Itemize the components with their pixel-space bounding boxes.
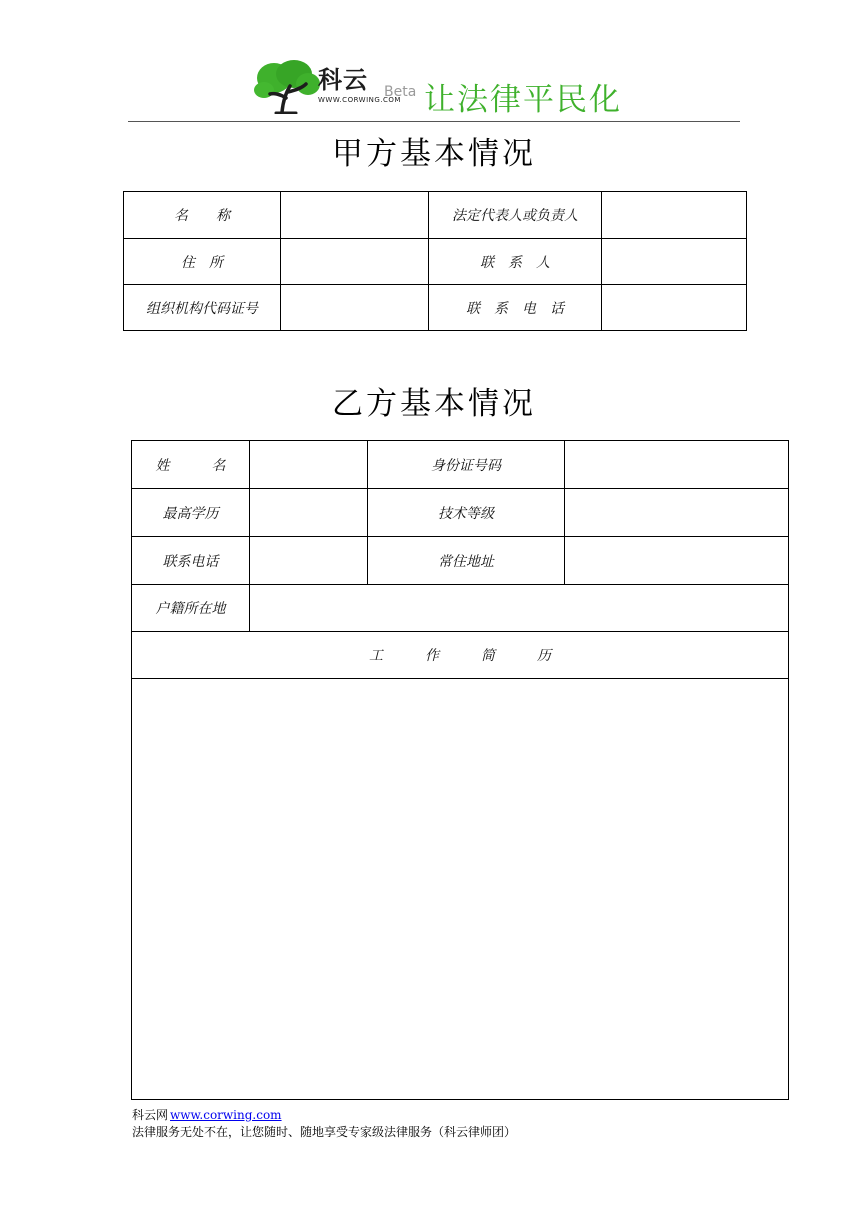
label-name: 名 称: [124, 192, 281, 239]
label-phone: 联系电话: [132, 537, 250, 585]
field-contact-person[interactable]: [602, 239, 747, 285]
field-skill-level[interactable]: [565, 489, 789, 537]
party-a-row-org-code: [124, 285, 747, 331]
header-divider: [128, 121, 740, 122]
footer-site-line: [132, 1107, 516, 1124]
field-residence[interactable]: [565, 537, 789, 585]
label-contact-person: 联 系 人: [429, 239, 602, 285]
field-name[interactable]: [281, 192, 429, 239]
field-org-code[interactable]: [281, 285, 429, 331]
label-residence: 常住地址: [368, 537, 565, 585]
slogan: 让法律平民化: [424, 82, 622, 118]
party-b-row-work-history: [132, 679, 789, 1100]
field-household-registration[interactable]: [250, 585, 789, 632]
page-footer: [132, 1107, 516, 1141]
field-contact-phone[interactable]: [602, 285, 747, 331]
footer-site-name: 科云网: [132, 1108, 169, 1122]
label-address: 住 所: [124, 239, 281, 285]
label-id-number: 身份证号码: [368, 441, 565, 489]
label-legal-representative: 法定代表人或负责人: [429, 192, 602, 239]
label-full-name: 姓 名: [132, 441, 250, 489]
label-contact-phone: 联 系 电 话: [429, 285, 602, 331]
site-header: [248, 56, 628, 118]
field-full-name[interactable]: [250, 441, 368, 489]
label-household-registration: 户籍所在地: [132, 585, 250, 632]
field-legal-representative[interactable]: [602, 192, 747, 239]
party-b-row-education: [132, 489, 789, 537]
label-education: 最高学历: [132, 489, 250, 537]
footer-site-link[interactable]: www.corwing.com: [170, 1108, 282, 1122]
field-work-history[interactable]: [132, 679, 789, 1100]
brand-name: 科云: [318, 65, 368, 94]
field-address[interactable]: [281, 239, 429, 285]
beta-badge: Beta: [384, 84, 417, 100]
party-b-row-name: [132, 441, 789, 489]
party-b-row-work-history-header: [132, 632, 789, 679]
party-a-table: [123, 191, 747, 331]
field-id-number[interactable]: [565, 441, 789, 489]
label-skill-level: 技术等级: [368, 489, 565, 537]
footer-tagline: 法律服务无处不在，让您随时、随地享受专家级法律服务（科云律师团）: [132, 1125, 517, 1139]
party-b-title: 乙方基本情况: [332, 386, 536, 422]
party-a-row-name: [124, 192, 747, 239]
party-b-row-household: [132, 585, 789, 632]
tree-logo-icon: [252, 58, 324, 114]
brand-url: WWW.CORWING.COM: [318, 96, 401, 104]
label-org-code: 组织机构代码证号: [124, 285, 281, 331]
field-education[interactable]: [250, 489, 368, 537]
label-work-history: 工 作 简 历: [132, 632, 789, 679]
party-a-title: 甲方基本情况: [332, 136, 536, 172]
party-a-row-address: [124, 239, 747, 285]
field-phone[interactable]: [250, 537, 368, 585]
party-b-row-phone: [132, 537, 789, 585]
party-b-table: [131, 440, 789, 1100]
